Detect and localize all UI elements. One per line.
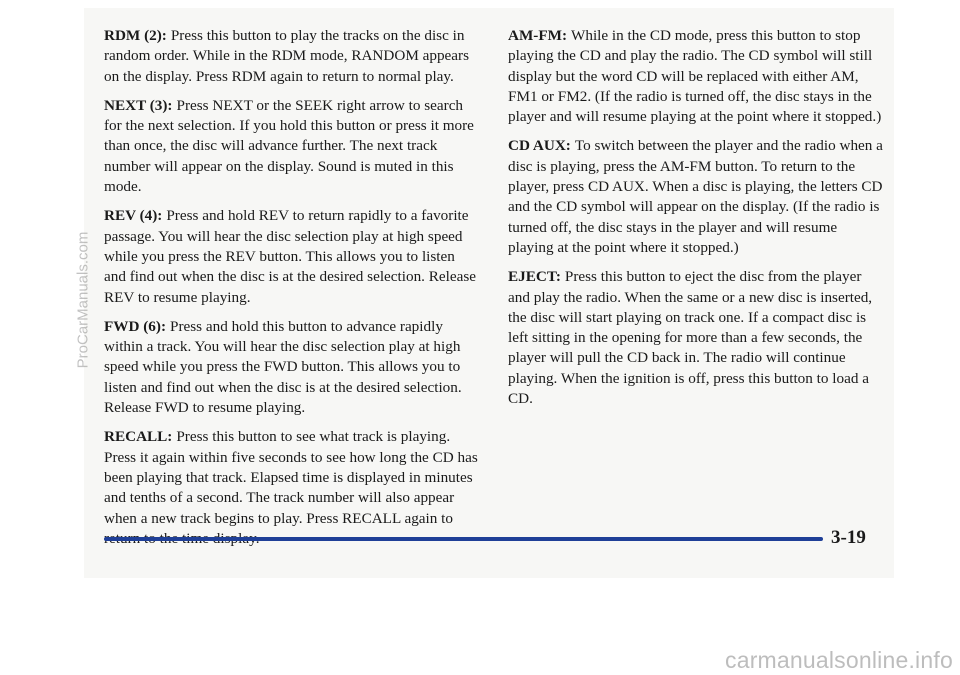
left-column [104, 26, 478, 558]
fwd-text: Press and hold this button to advance rapidly within a track. You will hear the disc selection play at high speed while you press the FWD button. This allows you to listen and find out when the disc is at the desired selection. Release FWD to resume playing. [104, 317, 462, 417]
rev-text: Press and hold REV to return rapidly to a favorite passage. You will hear the disc selection play at high speed while you press the REV button. This allows you to listen and find out when the disc is at the desired selection. Release REV to resume playing. [104, 207, 476, 306]
cd-aux-paragraph [508, 136, 883, 258]
cd-aux-term: CD AUX: [508, 137, 571, 155]
page-number: 3-19 [831, 527, 866, 548]
next-text: Press NEXT or the SEEK right arrow to search for the next selection. If you hold this button or press it more than once, the disc will advance further. The next track number will appear on the display. Sound is muted in this mode. [104, 96, 474, 196]
rdm-text: Press this button to play the tracks on the disc in random order. While in the RDM mode, RANDOM appears on the display. Press RDM again to return to normal play. [104, 27, 469, 85]
eject-text: Press this button to eject the disc from the player and play the radio. When the same or a new disc is inserted, the disc will start playing on track one. If a compact disc is left sitting in the opening for more than a few seconds, the player will pull the CD back in. The radio will continue playing. When the ignition is off, press this button to load a CD. [508, 268, 873, 408]
recall-paragraph [104, 427, 478, 549]
next-paragraph [104, 96, 478, 197]
bottom-watermark: carmanualsonline.info [725, 647, 953, 673]
recall-term: RECALL: [104, 428, 173, 446]
right-column [508, 26, 883, 418]
next-term: NEXT (3): [104, 96, 173, 114]
fwd-paragraph [104, 317, 478, 418]
am-fm-term: AM-FM: [508, 27, 568, 44]
side-watermark: ProCarManuals.com [74, 231, 92, 369]
rev-paragraph [104, 206, 478, 307]
rdm-term: RDM (2): [104, 27, 167, 44]
cd-aux-text: To switch between the player and the radio when a disc is playing, press the AM-FM button. To return to the player, press CD AUX. When a disc is playing, the letters CD and the CD symbol will appear on the display. (If the radio is turned off, the disc stays in the player and will resume playing at the point where it stopped.) [508, 137, 883, 256]
recall-text: Press this button to see what track is playing. Press it again within five seconds to see how long the CD has been playing that track. Elapsed time is displayed in minutes and tenths of a second. The track number will also appear when a new track begins to play. Press RECALL again to [104, 428, 478, 527]
footer-rule [104, 537, 823, 541]
rdm-paragraph [104, 26, 478, 87]
eject-paragraph [508, 267, 883, 409]
eject-term: EJECT: [508, 268, 561, 286]
am-fm-text: While in the CD mode, press this button to stop playing the CD and play the radio. The CD symbol will still display but the word CD will be replaced with either AM, FM1 or FM2. (If the radio is turned off, the disc stays in the player and will resume playing at the point where it stopped.) [508, 27, 882, 126]
am-fm-paragraph [508, 26, 883, 127]
fwd-term: FWD (6): [104, 317, 166, 335]
rev-term: REV (4): [104, 207, 163, 225]
